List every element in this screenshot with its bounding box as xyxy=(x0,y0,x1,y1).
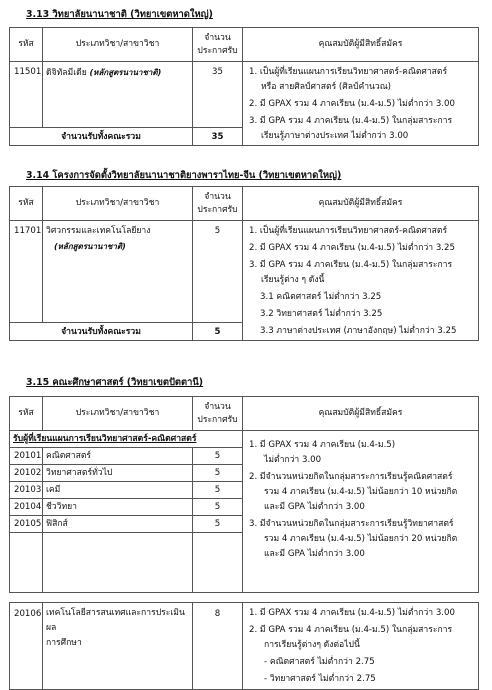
program-name: วิศวกรรมและเทคโนโลยียาง (หลักสูตรนานาชาติ) xyxy=(43,221,193,323)
program-code: 20105 xyxy=(10,516,43,533)
table-3-13 xyxy=(9,27,479,146)
table-3-14 xyxy=(9,186,479,341)
table-row xyxy=(10,221,479,323)
table-row xyxy=(10,62,479,128)
section-title-3-14: 3.14 โครงการจัดตั้งวิทยาลัยนานาชาติยางพาราไทย-จีน (วิทยาเขตหาดใหญ่) xyxy=(26,170,342,181)
program-seats: 5 xyxy=(193,465,243,482)
group-label: รับผู้ที่เรียนแผนการเรียนวิทยาศาสตร์-คณิตศาสตร์ xyxy=(10,431,243,448)
program-seats: 8 xyxy=(193,603,243,690)
program-seats: 35 xyxy=(193,62,243,128)
program-code: 20103 xyxy=(10,482,43,499)
header-program: ประเภทวิชา/สาขาวิชา xyxy=(43,28,193,62)
header-seats: จำนวน ประกาศรับ xyxy=(193,28,243,62)
program-name: เทคโนโลยีสารสนเทศและการประเมินผล การศึกษา xyxy=(43,603,193,690)
program-code: 11501 xyxy=(10,62,43,128)
program-code: 20102 xyxy=(10,465,43,482)
header-code: รหัส xyxy=(10,28,43,62)
program-name: คณิตศาสตร์ xyxy=(43,448,193,465)
table-3-15 xyxy=(9,396,479,690)
qualifications-group-b: 1. มี GPAX รวม 4 ภาคเรียน (ม.4-ม.5) ไม่ต่ำกว่า 3.00 2. มี GPA รวม 4 ภาคเรียน (ม.4-ม.5) ในกลุ่มสาระการ การเรียนรู้ต่างๆ ดังต่อไปนี้ - คณิตศาสตร์ ไม่ต่ำกว่า 2.75 - วิทยาศาสตร์ ไม่ต่ำกว่า 2.75 xyxy=(243,603,479,690)
header-program: ประเภทวิชา/สาขาวิชา xyxy=(43,397,193,431)
header-qualifications: คุณสมบัติผู้มีสิทธิ์สมัคร xyxy=(243,28,479,62)
header-code: รหัส xyxy=(10,187,43,221)
program-name: ดิจิทัลมีเดีย (หลักสูตรนานาชาติ) xyxy=(43,62,193,128)
program-seats: 5 xyxy=(193,482,243,499)
header-program: ประเภทวิชา/สาขาวิชา xyxy=(43,187,193,221)
header-seats: จำนวน ประกาศรับ xyxy=(193,187,243,221)
program-code: 20106 xyxy=(10,603,43,690)
qualifications: 1. เป็นผู้ที่เรียนแผนการเรียนวิทยาศาสตร์-คณิตศาสตร์ 2. มี GPAX รวม 4 ภาคเรียน (ม.4-ม.5) ไม่ต่ำกว่า 3.25 3. มี GPA รวม 4 ภาคเรียน (ม.4-ม.5) ในกลุ่มสาระการ เรียนรู้ต่าง ๆ ดังนี้ 3.1 คณิตศาสตร์ ไม่ต่ำกว่า 3.25 3.2 วิทยาศาสตร์ ไม่ต่ำกว่า 3.25 3.3 ภาษาต่างประเทศ (ภาษาอังกฤษ) ไม่ต่ำกว่า 3.25 xyxy=(243,221,479,341)
program-code: 20104 xyxy=(10,499,43,516)
program-name: เคมี xyxy=(43,482,193,499)
header-seats: จำนวน ประกาศรับ xyxy=(193,397,243,431)
program-name: ชีววิทยา xyxy=(43,499,193,516)
program-name: วิทยาศาสตร์ทั่วไป xyxy=(43,465,193,482)
program-code: 11701 xyxy=(10,221,43,323)
program-seats: 5 xyxy=(193,499,243,516)
total-value: 35 xyxy=(193,128,243,146)
section-title-3-13: 3.13 วิทยาลัยนานาชาติ (วิทยาเขตหาดใหญ่) xyxy=(26,9,213,20)
program-name: ฟิสิกส์ xyxy=(43,516,193,533)
program-seats: 5 xyxy=(193,516,243,533)
program-seats: 5 xyxy=(193,448,243,465)
total-label: จำนวนรับทั้งคณะรวม xyxy=(10,323,193,341)
section-title-3-15: 3.15 คณะศึกษาศาสตร์ (วิทยาเขตปัตตานี) xyxy=(26,377,204,388)
qualifications-group-a: 1. มี GPAX รวม 4 ภาคเรียน (ม.4-ม.5) ไม่ต่ำกว่า 3.00 2. มีจำนวนหน่วยกิตในกลุ่มสาระการเรียนรู้คณิตศาสตร์ รวม 4 ภาคเรียน (ม.4-ม.5) ไม่น้อยกว่า 10 หน่วยกิต และมี GPA ไม่ต่ำกว่า 3.00 3. มีจำนวนหน่วยกิตในกลุ่มสาระการเรียนรู้วิทยาศาสตร์ รวม 4 ภาคเรียน (ม.4-ม.5) ไม่น้อยกว่า 20 หน่วยกิต และมี GPA ไม่ต่ำกว่า 3.00 xyxy=(243,431,479,593)
header-code: รหัส xyxy=(10,397,43,431)
program-code: 20101 xyxy=(10,448,43,465)
program-seats: 5 xyxy=(193,221,243,323)
total-label: จำนวนรับทั้งคณะรวม xyxy=(10,128,193,146)
header-qualifications: คุณสมบัติผู้มีสิทธิ์สมัคร xyxy=(243,187,479,221)
table-row xyxy=(10,603,479,690)
header-qualifications: คุณสมบัติผู้มีสิทธิ์สมัคร xyxy=(243,397,479,431)
qualifications: 1. เป็นผู้ที่เรียนแผนการเรียนวิทยาศาสตร์-คณิตศาสตร์ หรือ สายศิลป์ศาสตร์ (ศิลป์คำนวณ) 2. มี GPAX รวม 4 ภาคเรียน (ม.4-ม.5) ไม่ต่ำกว่า 3.00 3. มี GPA รวม 4 ภาคเรียน (ม.4-ม.5) ในกลุ่มสาระการ เรียนรู้ภาษาต่างประเทศ ไม่ต่ำกว่า 3.00 xyxy=(243,62,479,146)
total-value: 5 xyxy=(193,323,243,341)
